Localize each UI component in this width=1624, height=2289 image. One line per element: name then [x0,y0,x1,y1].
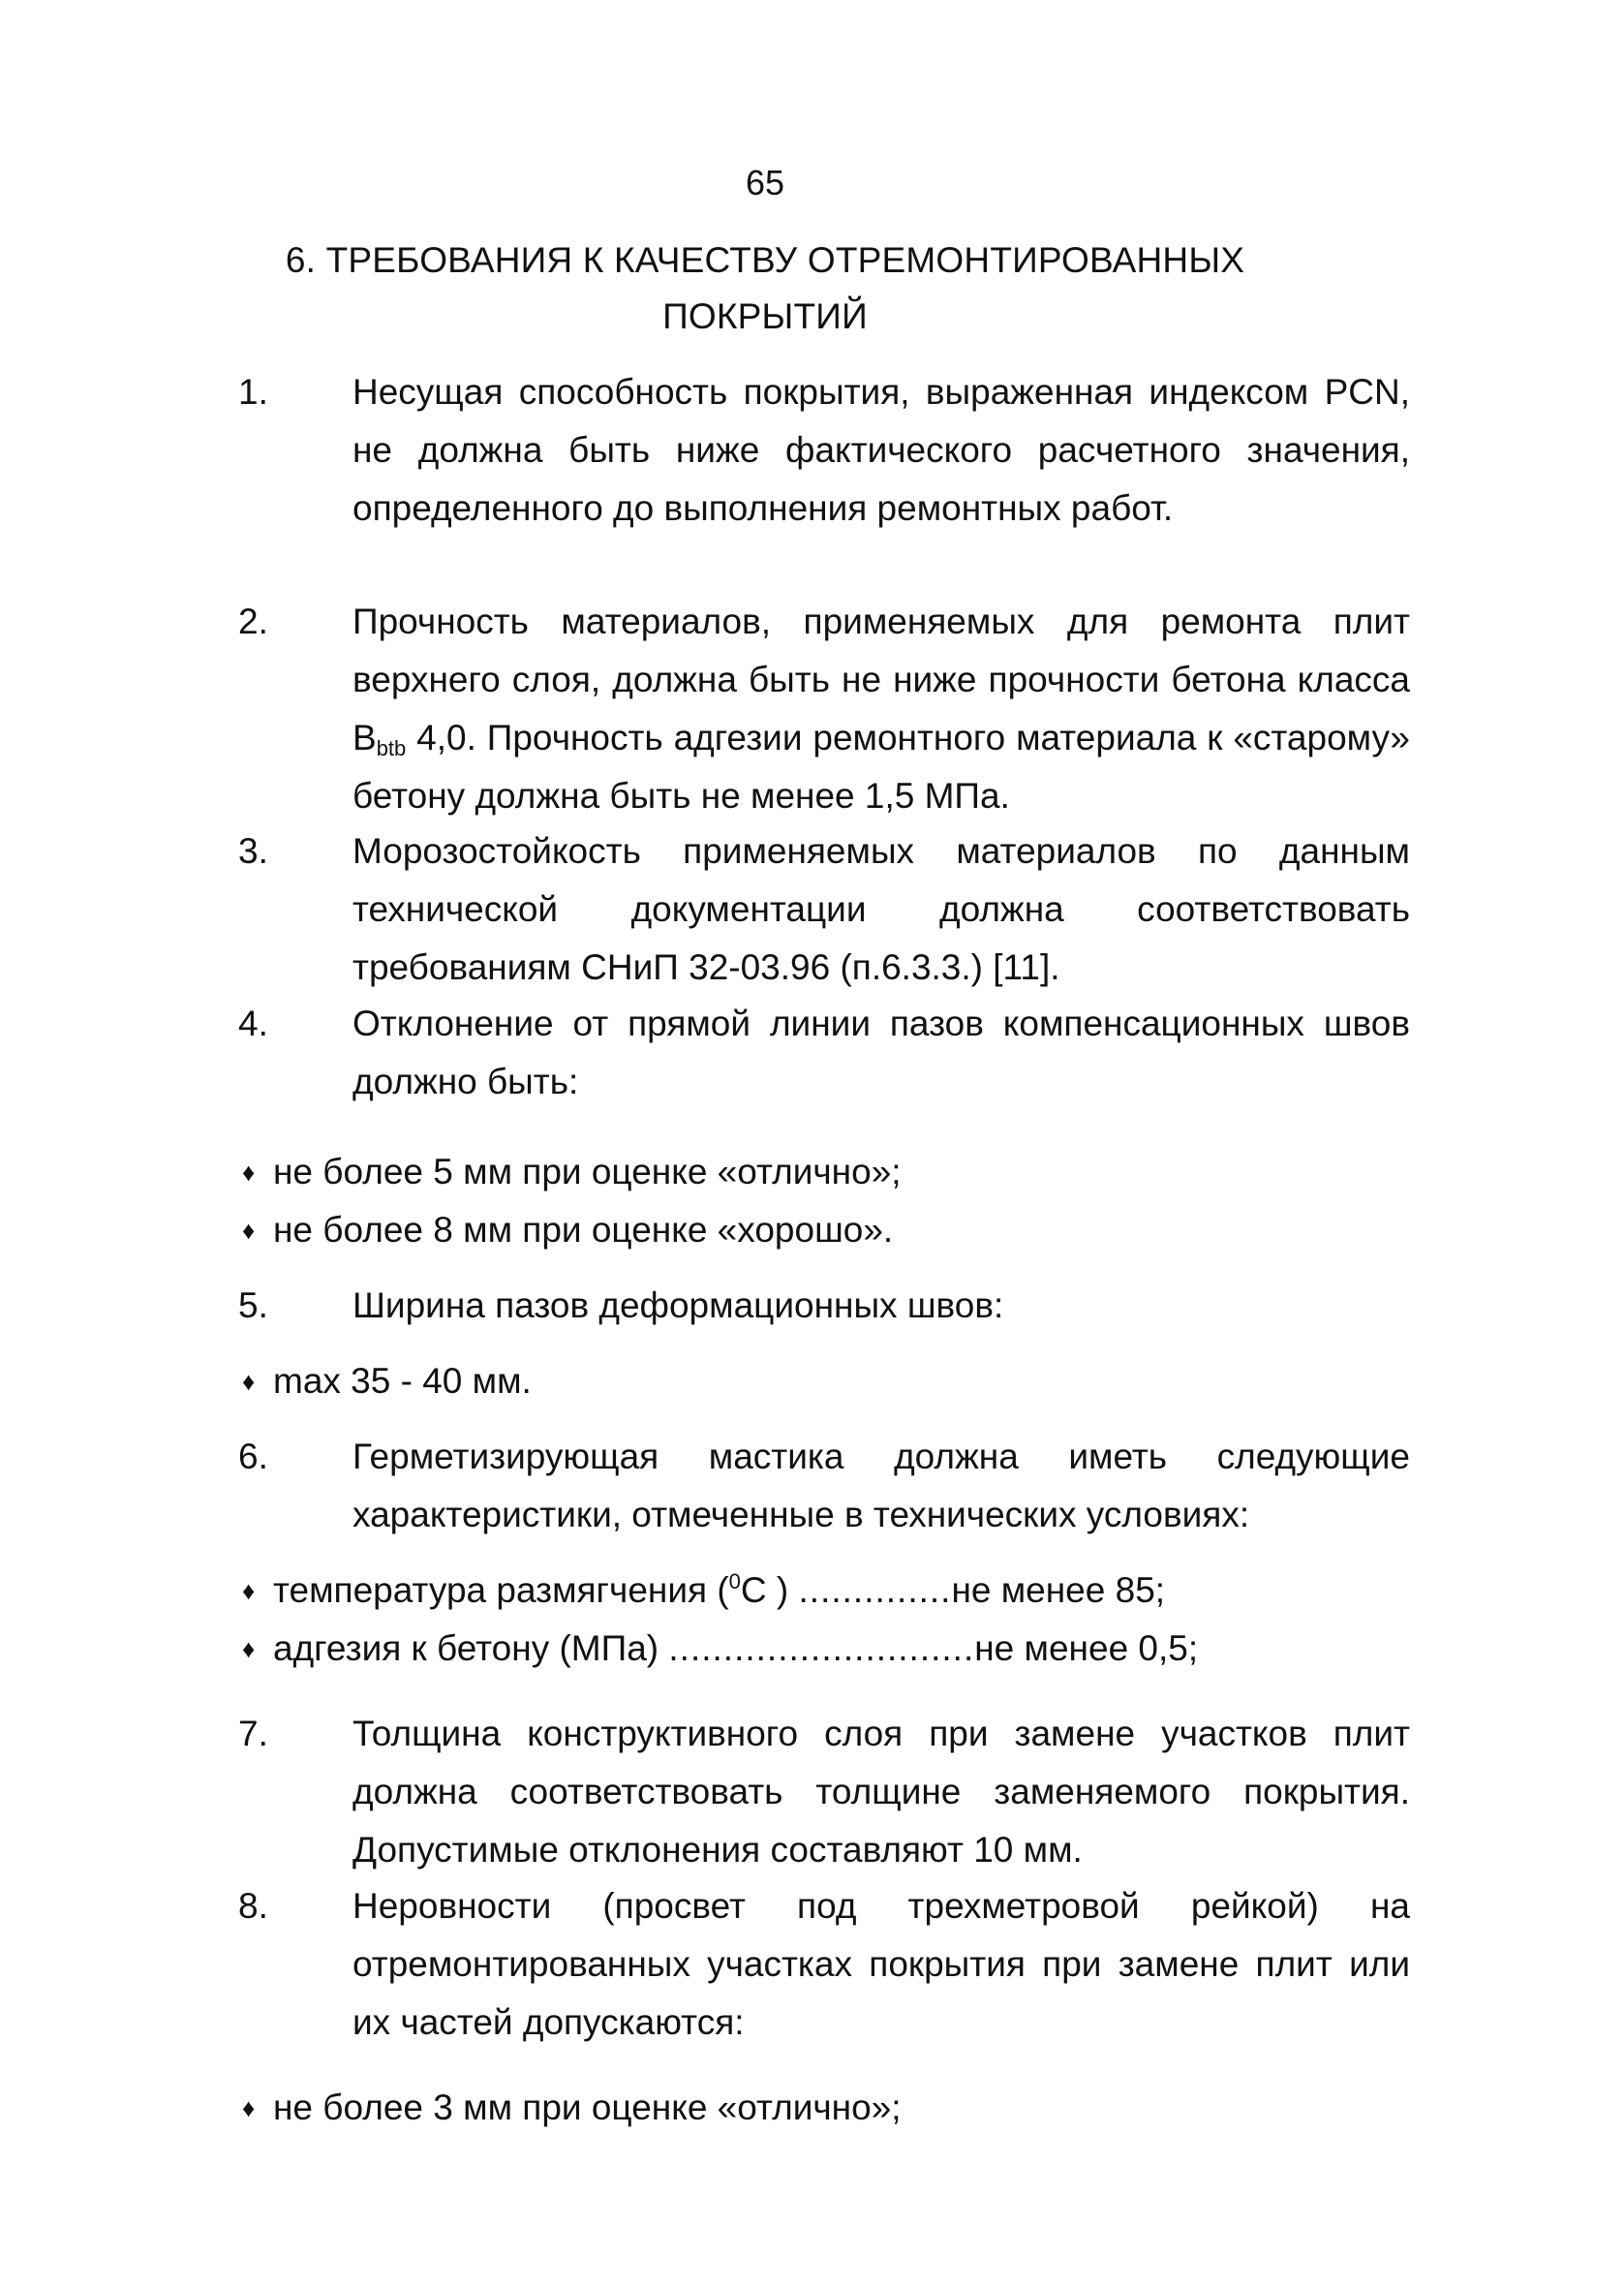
bullet-item [242,1143,1404,1201]
list-item-text: Толщина конструктивного слоя при замене участков плит должна соответствовать толщине заменяемого покрытия. Допустимые отклонения составляют 10 мм. [352,1714,1410,1870]
diamond-bullet-icon: ♦ [242,2093,256,2122]
list-item-number: 3. [238,831,268,871]
list-item-number: 8. [238,1886,268,1926]
list-item-text: Герметизирующая мастика должна иметь следующие характеристики, отмеченные в технических условиях: [352,1437,1410,1534]
bullet-text: адгезия к бетону (МПа) [273,1628,669,1668]
list-item-number: 2. [238,602,268,641]
list-item-number: 4. [238,1004,268,1043]
diamond-bullet-icon: ♦ [242,1367,256,1396]
bullet-value: не менее 0,5; [974,1628,1199,1668]
list-item-5 [238,1277,1410,1335]
list-item-4 [238,995,1410,1111]
list-item-text: Несущая способность покрытия, выраженная индексом PCN, не должна быть ниже фактического расчетного значения, определенного до выполнения ремонтных работ. [352,372,1410,528]
list-item-text-part: 4,0. Прочность адгезии ремонтного материала к «старому» бетону должна быть не менее 1,5 МПа. [352,718,1410,816]
section-title [145,232,1385,345]
list-item-text: Ширина пазов деформационных швов: [352,1285,1004,1325]
leader-dots: .............. [798,1570,952,1610]
class-subscript: btb [376,736,407,760]
bullet-text: С ) [740,1570,799,1610]
list-item-text-part: Прочность материалов, применяемых для ремонта плит верхнего слоя, должна быть не ниже прочности бетона класса B [352,602,1410,758]
bullet-item [242,2079,1404,2137]
diamond-bullet-icon: ♦ [242,1576,256,1605]
list-item-8 [238,1877,1410,2052]
list-item-number: 7. [238,1714,268,1753]
bullet-text: температура размягчения ( [273,1570,729,1610]
bullet-text: не более 5 мм при оценке «отлично»; [273,1152,902,1191]
bullet-item [242,1352,1404,1410]
diamond-bullet-icon: ♦ [242,1634,256,1663]
list-item-6 [238,1428,1410,1544]
list-item-7 [238,1705,1410,1879]
list-item-text: Отклонение от прямой линии пазов компенсационных швов должно быть: [352,1004,1410,1101]
page-number: 65 [745,163,785,202]
list-item-number: 6. [238,1437,268,1476]
diamond-bullet-icon: ♦ [242,1158,256,1187]
section-title-line-2: ПОКРЫТИЙ [662,296,868,336]
leader-dots: ............................ [668,1628,975,1668]
diamond-bullet-icon: ♦ [242,1216,256,1245]
bullet-item [242,1620,1404,1678]
list-item-number: 5. [238,1285,268,1325]
section-title-line-1: 6. ТРЕБОВАНИЯ К КАЧЕСТВУ ОТРЕМОНТИРОВАННЫХ [285,240,1245,280]
list-item-text: Неровности (просвет под трехметровой рейкой) на отремонтированных участках покрытия при замене плит или их частей допускаются: [352,1886,1410,2042]
bullet-text: не более 8 мм при оценке «хорошо». [273,1210,894,1250]
list-item-1 [238,363,1410,538]
list-item-2 [238,593,1410,825]
bullet-text: max 35 - 40 мм. [273,1361,532,1401]
bullet-item [242,1201,1404,1259]
list-item-3 [238,822,1410,997]
list-item-number: 1. [238,372,268,412]
list-item-text: Морозостойкость применяемых материалов по данным технической документации должна соответствовать требованиям СНиП 32-03.96 (п.6.3.3.) [11]. [352,831,1410,987]
degree-superscript: 0 [728,1569,741,1593]
bullet-value: не менее 85; [951,1570,1166,1610]
bullet-item [242,1562,1404,1620]
bullet-text: не более 3 мм при оценке «отлично»; [273,2088,902,2127]
list-item-text [352,593,1410,825]
